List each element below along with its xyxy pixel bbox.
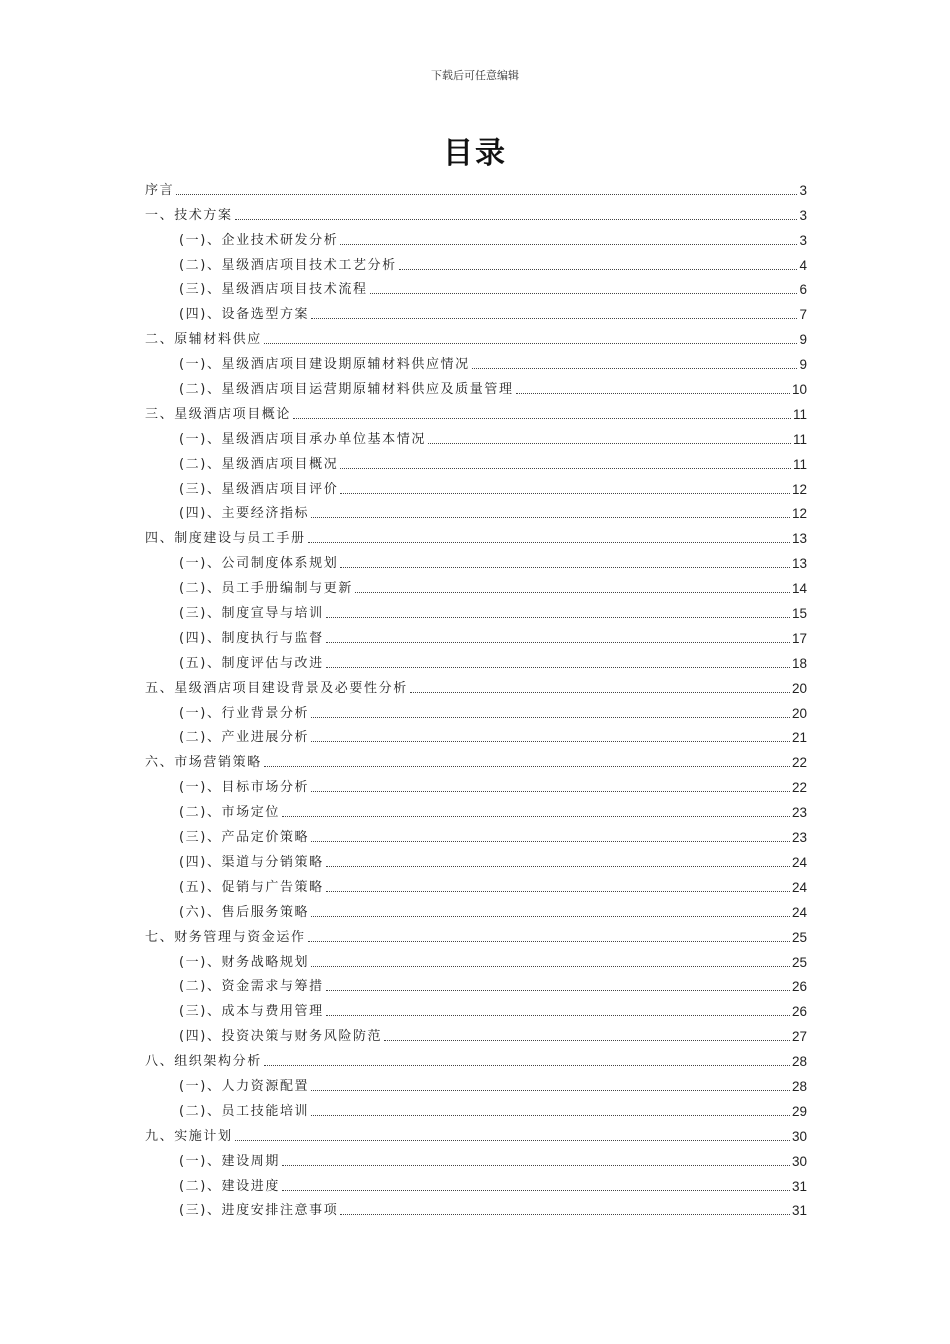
toc-entry[interactable]: [145, 423, 807, 448]
toc-entry-page-number: 23: [791, 830, 807, 846]
toc-dot-leader: [264, 343, 798, 344]
toc-entry[interactable]: [145, 547, 807, 572]
toc-entry-page-number: 6: [799, 282, 807, 298]
toc-entry[interactable]: [145, 622, 807, 647]
toc-entry-label: 四、制度建设与员工手册: [145, 531, 306, 547]
toc-entry-page-number: 3: [799, 207, 807, 223]
toc-entry-page-number: 30: [791, 1128, 807, 1144]
toc-dot-leader: [326, 1015, 790, 1016]
toc-entry[interactable]: [145, 1070, 807, 1095]
toc-dot-leader: [264, 766, 790, 767]
toc-entry[interactable]: [145, 473, 807, 498]
toc-entry[interactable]: [145, 298, 807, 323]
toc-entry-page-number: 22: [791, 780, 807, 796]
toc-dot-leader: [311, 916, 790, 917]
toc-entry[interactable]: [145, 572, 807, 597]
toc-entry-label: 一、技术方案: [145, 207, 233, 223]
toc-entry[interactable]: [145, 971, 807, 996]
toc-dot-leader: [311, 841, 790, 842]
toc-dot-leader: [282, 816, 790, 817]
toc-entry-page-number: 30: [791, 1153, 807, 1169]
toc-dot-leader: [340, 1214, 790, 1215]
toc-dot-leader: [326, 617, 790, 618]
toc-entry-page-number: 9: [799, 332, 807, 348]
toc-dot-leader: [176, 194, 797, 195]
toc-entry-page-number: 12: [791, 506, 807, 522]
toc-dot-leader: [311, 966, 790, 967]
toc-entry[interactable]: [145, 796, 807, 821]
toc-entry-page-number: 22: [791, 755, 807, 771]
toc-entry-label: (三)、成本与费用管理: [179, 1004, 324, 1020]
toc-entry-label: (一)、星级酒店项目承办单位基本情况: [179, 431, 426, 447]
toc-entry[interactable]: [145, 323, 807, 348]
toc-entry-label: (三)、制度宣导与培训: [179, 606, 324, 622]
toc-entry-page-number: 20: [791, 680, 807, 696]
page-title: 目录: [443, 136, 507, 171]
toc-entry-page-number: 31: [791, 1203, 807, 1219]
toc-entry-label: (三)、产品定价策略: [179, 830, 310, 846]
toc-dot-leader: [384, 1040, 790, 1041]
toc-dot-leader: [235, 219, 798, 220]
toc-entry[interactable]: [145, 647, 807, 672]
toc-entry[interactable]: [145, 597, 807, 622]
toc-entry-page-number: 21: [791, 730, 807, 746]
toc-entry[interactable]: [145, 1195, 807, 1220]
toc-entry-page-number: 25: [791, 929, 807, 945]
toc-entry-label: (四)、制度执行与监督: [179, 630, 324, 646]
toc-entry-label: (五)、促销与广告策略: [179, 879, 324, 895]
toc-entry[interactable]: [145, 946, 807, 971]
toc-entry-label: 八、组织架构分析: [145, 1054, 262, 1070]
toc-entry[interactable]: [145, 522, 807, 547]
toc-entry-label: 九、实施计划: [145, 1128, 233, 1144]
toc-entry-label: 三、星级酒店项目概论: [145, 406, 292, 422]
toc-entry[interactable]: [145, 398, 807, 423]
toc-entry-label: (三)、进度安排注意事项: [179, 1203, 339, 1219]
toc-dot-leader: [428, 443, 791, 444]
toc-entry-page-number: 28: [791, 1054, 807, 1070]
toc-entry-page-number: 18: [791, 655, 807, 671]
toc-entry-label: 五、星级酒店项目建设背景及必要性分析: [145, 680, 408, 696]
toc-entry-page-number: 28: [791, 1078, 807, 1094]
toc-entry[interactable]: [145, 1020, 807, 1045]
toc-entry[interactable]: [145, 224, 807, 249]
toc-entry-label: (二)、员工技能培训: [179, 1103, 310, 1119]
toc-dot-leader: [340, 493, 790, 494]
toc-entry-label: (一)、人力资源配置: [179, 1078, 310, 1094]
toc-entry-label: (三)、星级酒店项目技术流程: [179, 282, 368, 298]
toc-entry[interactable]: [145, 697, 807, 722]
toc-dot-leader: [308, 941, 790, 942]
toc-entry[interactable]: [145, 174, 807, 199]
toc-entry-page-number: 7: [799, 307, 807, 323]
toc-dot-leader: [311, 717, 790, 718]
toc-entry[interactable]: [145, 199, 807, 224]
toc-entry-page-number: 24: [791, 854, 807, 870]
toc-entry-label: (一)、建设周期: [179, 1153, 280, 1169]
toc-entry-page-number: 20: [791, 705, 807, 721]
header-note: 下载后可任意编辑: [431, 69, 519, 82]
toc-entry-page-number: 26: [791, 979, 807, 995]
toc-entry-label: 序言: [145, 182, 175, 198]
toc-entry[interactable]: [145, 498, 807, 523]
toc-entry-label: (二)、星级酒店项目运营期原辅材料供应及质量管理: [179, 382, 514, 398]
toc-dot-leader: [235, 1140, 790, 1141]
toc-entry-page-number: 24: [791, 904, 807, 920]
toc-entry-label: (二)、员工手册编制与更新: [179, 581, 353, 597]
toc-entry-label: (二)、产业进展分析: [179, 730, 310, 746]
toc-entry-page-number: 11: [792, 456, 807, 472]
toc-entry[interactable]: [145, 448, 807, 473]
toc-entry-page-number: 11: [792, 431, 807, 447]
toc-dot-leader: [311, 791, 790, 792]
toc-entry[interactable]: [145, 348, 807, 373]
toc-entry[interactable]: [145, 722, 807, 747]
toc-entry-page-number: 13: [791, 556, 807, 572]
toc-entry-page-number: 29: [791, 1103, 807, 1119]
toc-entry-label: (六)、售后服务策略: [179, 904, 310, 920]
toc-entry[interactable]: [145, 746, 807, 771]
toc-dot-leader: [472, 368, 798, 369]
toc-entry-page-number: 27: [791, 1029, 807, 1045]
toc-entry[interactable]: [145, 1095, 807, 1120]
toc-entry-page-number: 3: [799, 182, 807, 198]
toc-dot-leader: [355, 592, 790, 593]
toc-entry[interactable]: [145, 821, 807, 846]
toc-entry-page-number: 23: [791, 805, 807, 821]
toc-entry-label: 六、市场营销策略: [145, 755, 262, 771]
toc-entry-label: (一)、星级酒店项目建设期原辅材料供应情况: [179, 357, 470, 373]
toc-entry-page-number: 17: [791, 630, 807, 646]
toc-entry[interactable]: [145, 995, 807, 1020]
toc-entry-label: (一)、公司制度体系规划: [179, 556, 339, 572]
toc-entry[interactable]: [145, 373, 807, 398]
toc-entry-label: 二、原辅材料供应: [145, 332, 262, 348]
toc-entry-label: (一)、企业技术研发分析: [179, 232, 339, 248]
toc-dot-leader: [340, 468, 791, 469]
toc-entry[interactable]: [145, 672, 807, 697]
toc-entry-label: (四)、设备选型方案: [179, 307, 310, 323]
toc-entry-label: (三)、星级酒店项目评价: [179, 481, 339, 497]
toc-entry-page-number: 11: [792, 406, 807, 422]
toc-entry-label: (一)、财务战略规划: [179, 954, 310, 970]
toc-dot-leader: [340, 567, 790, 568]
toc-dot-leader: [282, 1190, 790, 1191]
toc-dot-leader: [516, 393, 790, 394]
toc-entry-page-number: 13: [791, 531, 807, 547]
toc-dot-leader: [326, 990, 790, 991]
toc-dot-leader: [326, 642, 790, 643]
toc-dot-leader: [340, 244, 797, 245]
toc-entry-label: (四)、渠道与分销策略: [179, 854, 324, 870]
toc-dot-leader: [264, 1065, 790, 1066]
toc-dot-leader: [410, 692, 790, 693]
toc-dot-leader: [399, 269, 798, 270]
toc-entry-page-number: 14: [791, 581, 807, 597]
toc-entry[interactable]: [145, 771, 807, 796]
toc-entry[interactable]: [145, 1045, 807, 1070]
toc-entry[interactable]: [145, 1170, 807, 1195]
toc-entry-page-number: 15: [791, 606, 807, 622]
toc-entry-label: (二)、建设进度: [179, 1178, 280, 1194]
toc-entry[interactable]: [145, 871, 807, 896]
toc-dot-leader: [282, 1165, 790, 1166]
toc-entry[interactable]: [145, 896, 807, 921]
toc-entry[interactable]: [145, 846, 807, 871]
toc-entry-label: (二)、星级酒店项目概况: [179, 456, 339, 472]
table-of-contents: [145, 174, 807, 1219]
toc-entry-label: (一)、目标市场分析: [179, 780, 310, 796]
toc-entry-page-number: 12: [791, 481, 807, 497]
toc-entry[interactable]: [145, 1145, 807, 1170]
toc-entry-label: (一)、行业背景分析: [179, 705, 310, 721]
toc-dot-leader: [326, 667, 790, 668]
toc-entry-page-number: 26: [791, 1004, 807, 1020]
toc-dot-leader: [311, 741, 790, 742]
toc-dot-leader: [311, 318, 797, 319]
toc-dot-leader: [326, 891, 790, 892]
toc-dot-leader: [311, 1115, 790, 1116]
toc-dot-leader: [370, 293, 798, 294]
toc-entry[interactable]: [145, 1120, 807, 1145]
toc-entry-page-number: 4: [799, 257, 807, 273]
toc-entry-label: (五)、制度评估与改进: [179, 655, 324, 671]
toc-entry-label: (二)、星级酒店项目技术工艺分析: [179, 257, 397, 273]
toc-entry-page-number: 10: [791, 382, 807, 398]
toc-dot-leader: [311, 517, 790, 518]
toc-entry-label: 七、财务管理与资金运作: [145, 929, 306, 945]
toc-entry[interactable]: [145, 274, 807, 299]
toc-entry-page-number: 25: [791, 954, 807, 970]
toc-dot-leader: [293, 418, 791, 419]
toc-entry-label: (二)、市场定位: [179, 805, 280, 821]
toc-entry-page-number: 9: [799, 357, 807, 373]
toc-entry-label: (二)、资金需求与筹措: [179, 979, 324, 995]
toc-entry-page-number: 31: [791, 1178, 807, 1194]
toc-entry[interactable]: [145, 249, 807, 274]
toc-entry-page-number: 3: [799, 232, 807, 248]
toc-dot-leader: [311, 1090, 790, 1091]
toc-entry-label: (四)、投资决策与财务风险防范: [179, 1029, 383, 1045]
toc-entry[interactable]: [145, 921, 807, 946]
toc-entry-page-number: 24: [791, 879, 807, 895]
toc-dot-leader: [326, 866, 790, 867]
toc-dot-leader: [308, 542, 790, 543]
toc-entry-label: (四)、主要经济指标: [179, 506, 310, 522]
